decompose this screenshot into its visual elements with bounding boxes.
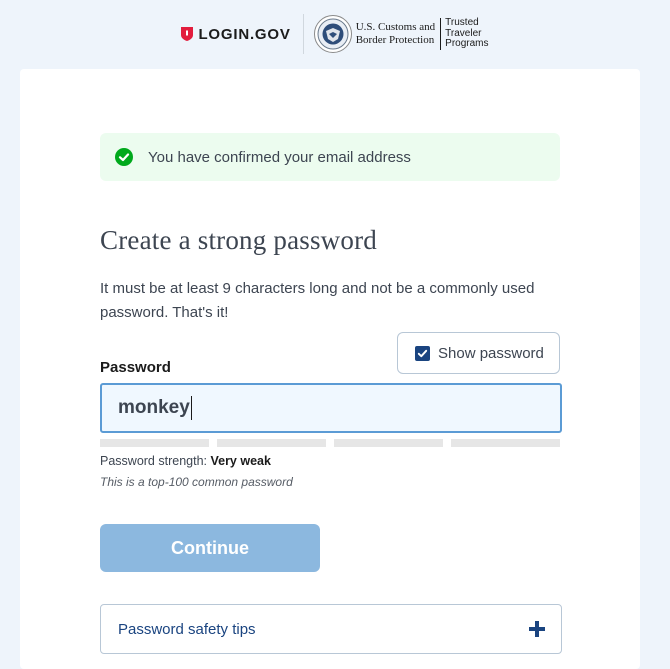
success-alert [100, 133, 560, 181]
password-requirements: It must be at least 9 characters long and not be a commonly used password. That's it! [100, 280, 535, 321]
page-title: Create a strong password [100, 225, 377, 255]
brand-name: LOGIN.GOV [198, 25, 291, 43]
dhs-seal-icon [314, 15, 352, 53]
program-line-2: Traveler [445, 27, 482, 39]
plus-icon [529, 621, 545, 637]
strength-bar-1 [100, 439, 209, 447]
password-strength-text [100, 454, 271, 468]
password-strength-feedback: This is a top-100 common password [100, 475, 293, 489]
checkmark-icon [417, 348, 428, 359]
accordion-label: Password safety tips [118, 620, 256, 638]
password-value: monkey [118, 397, 190, 418]
header-divider [303, 14, 304, 54]
strength-bar-3 [334, 439, 443, 447]
site-header [0, 0, 670, 68]
login-gov-logo[interactable] [181, 26, 290, 43]
program-line-3: Programs [445, 38, 489, 50]
check-circle-icon [115, 148, 133, 166]
strength-bar-2 [217, 439, 326, 447]
continue-button[interactable]: Continue [100, 524, 320, 572]
program-name [440, 18, 488, 50]
agency-name [356, 21, 440, 47]
program-line-1: Trusted [445, 17, 479, 29]
shield-icon [181, 27, 193, 41]
show-password-label: Show password [438, 344, 544, 362]
text-caret [191, 396, 192, 420]
strength-prefix: Password strength: [100, 454, 211, 468]
show-password-checkbox[interactable] [415, 346, 430, 361]
agency-line-2: Border Protection [355, 34, 435, 46]
password-strength-meter [100, 439, 560, 447]
agency-line-1: U.S. Customs and [355, 21, 436, 33]
show-password-toggle[interactable] [397, 332, 560, 374]
alert-text: You have confirmed your email address [148, 148, 411, 166]
strength-value: Very weak [210, 454, 271, 468]
main-card [20, 69, 640, 669]
strength-bar-4 [451, 439, 560, 447]
password-input[interactable] [100, 383, 562, 433]
password-safety-tips-accordion[interactable] [100, 604, 562, 654]
password-label: Password [100, 359, 171, 376]
